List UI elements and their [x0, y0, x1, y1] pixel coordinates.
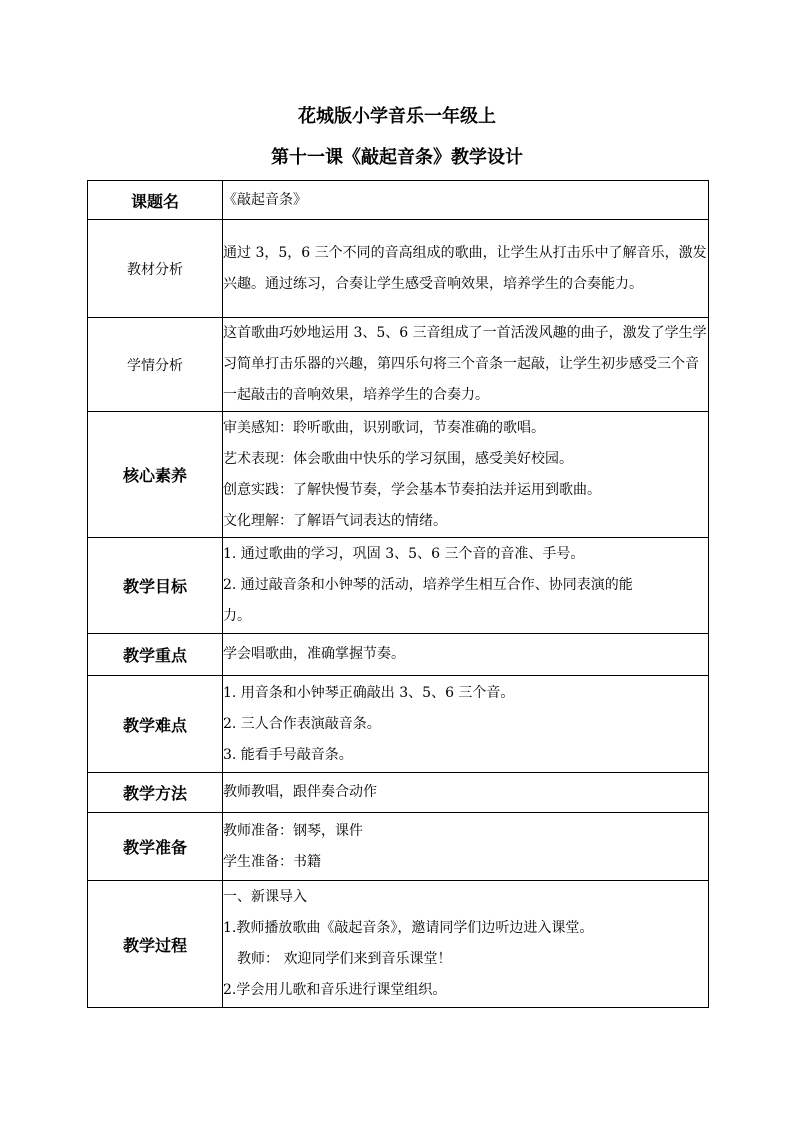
table-row [88, 634, 709, 676]
content-line: 一、新课导入 [223, 889, 307, 905]
content-line: 艺术表现：体会歌曲中快乐的学习氛围，感受美好校园。 [223, 450, 573, 467]
row-label-student-analysis: 学情分析 [88, 318, 223, 412]
document-title: 花城版小学音乐一年级上 [298, 106, 496, 127]
row-label-key-points: 教学重点 [88, 634, 223, 676]
content-line: 2. 通过敲音条和小钟琴的活动，培养学生相互合作、协同表演的能 [223, 577, 633, 593]
content-line: 文化理解：了解语气词表达的情绪。 [223, 512, 447, 529]
table-row [88, 676, 709, 773]
row-content-material-analysis [223, 220, 709, 318]
content-line: 教师准备：钢琴，课件 [223, 822, 363, 839]
table-row [88, 318, 709, 412]
row-content-key-points [223, 634, 709, 676]
row-content-difficulties [223, 676, 709, 773]
content-paragraph: 通过 3，5，6 三个不同的音高组成的歌曲，让学生从打击乐中了解音乐，激发兴趣。通过练习，合奏让学生感受音响效果，培养学生的合奏能力。 [223, 244, 707, 292]
table-row [88, 538, 709, 634]
content-line: 1.教师播放歌曲《敲起音条》，邀请同学们边听边进入课堂。 [223, 920, 594, 936]
table-row [88, 220, 709, 318]
content-line: 学会唱歌曲，准确掌握节奏。 [223, 646, 405, 662]
table-row [88, 813, 709, 881]
row-label-topic: 课题名 [88, 181, 223, 220]
row-content-topic [223, 181, 709, 220]
content-line: 学生准备：书籍 [223, 853, 321, 870]
content-line: 《敲起音条》 [223, 191, 307, 208]
content-line: 3. 能看手号敲音条。 [223, 746, 353, 763]
content-line: 1. 用音条和小钟琴正确敲出 3、5、6 三个音。 [223, 684, 515, 701]
content-line: 创意实践：了解快慢节奏，学会基本节奏拍法并运用到歌曲。 [223, 481, 601, 498]
row-content-core-literacy [223, 412, 709, 538]
row-label-teaching-goals: 教学目标 [88, 538, 223, 634]
row-content-student-analysis [223, 318, 709, 412]
row-content-process [223, 881, 709, 1008]
row-content-preparation [223, 813, 709, 881]
table-row [88, 181, 709, 220]
row-label-difficulties: 教学难点 [88, 676, 223, 773]
content-line: 教师教唱，跟伴奏合动作 [223, 784, 377, 800]
content-line: 力。 [223, 608, 251, 624]
row-label-methods: 教学方法 [88, 773, 223, 813]
table-row [88, 773, 709, 813]
row-content-teaching-goals [223, 538, 709, 634]
table-row [88, 881, 709, 1008]
row-content-methods [223, 773, 709, 813]
row-label-core-literacy: 核心素养 [88, 412, 223, 538]
row-label-preparation: 教学准备 [88, 813, 223, 881]
content-line: 1. 通过歌曲的学习，巩固 3、5、6 三个音的音准、手号。 [223, 546, 585, 562]
content-paragraph: 这首歌曲巧妙地运用 3、5、6 三音组成了一首活泼风趣的曲子，激发了学生学习简单打击乐器的兴趣，第四乐句将三个音条一起敲，让学生初步感受三个音一起敲击的音响效果，培养学生的合奏力。 [223, 325, 707, 403]
row-label-material-analysis: 教材分析 [88, 220, 223, 318]
lesson-plan-table [87, 180, 709, 1008]
content-line: 教师： 欢迎同学们来到音乐课堂！ [237, 951, 452, 967]
lesson-title: 第十一课《敲起音条》教学设计 [271, 147, 523, 168]
content-line: 审美感知：聆听歌曲，识别歌词，节奏准确的歌唱。 [223, 419, 545, 436]
content-line: 2. 三人合作表演敲音条。 [223, 715, 381, 732]
row-label-process: 教学过程 [88, 881, 223, 1008]
content-line: 2.学会用儿歌和音乐进行课堂组织。 [223, 982, 447, 998]
table-row [88, 412, 709, 538]
